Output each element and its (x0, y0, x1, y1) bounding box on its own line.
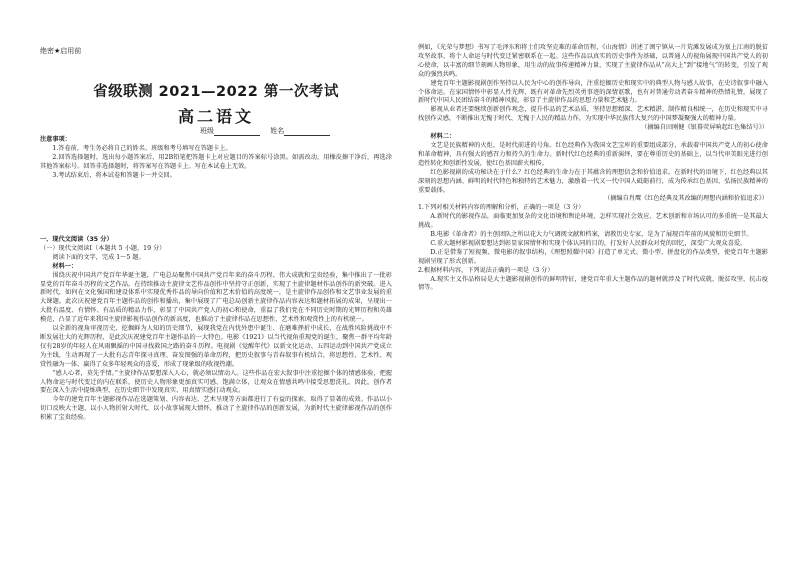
material1-label: 材料一： (52, 262, 78, 270)
paragraph: 例如，《光荣与梦想》书写了毛泽东和将士们攻坚克难的革命历程，《山海情》讲述了闽宁镇从一片荒滩发展成为塞上江南的脱贫攻坚故事，将个人命运与时代变迁紧密联系在一起。这些作品以真实的历史事件为基础，以普通人的视角展现中国共产党人的初心使命，以丰富的细节刻画人物形象，用生动的故事传递精神力量，实现了主旋律作品从“高大上”到“接地气”的转变，引发了观众的强烈共鸣。 (418, 44, 768, 78)
option-a: A.新时代的影视作品，面临更加复杂的文化语境和舆论环境，怎样实现社会效应、艺术创新和市场认可的多重统一是其最大挑战。 (418, 213, 768, 230)
option-d: D.正是借鉴了短视频、微电影的叙事结构，《理想照耀中国》打造了单元式、微小型、拼盘化的作品类型，使党百年主题影视剧呈现了形式创新。 (418, 248, 768, 265)
source-citation: （摘编自肖鹰《红色经典及其改编的理想内涵和价值追求》） (604, 195, 768, 203)
section1-instruction: 阅读下面的文字，完成 1～5 题。 (52, 253, 145, 261)
section1-block (40, 236, 392, 423)
paragraph: 今年的建党百年主题影视作品在选题策划、内容表达、艺术呈现等方面都进行了有益的探索，取得了显著的成效。作品以小切口反映大主题、以小人物折射大时代、以小故事展现大情怀，推动了主旋律作品的创新发展，为新时代主旋律影视作品的创作积累了宝贵经验。 (40, 396, 392, 422)
class-name-line (200, 126, 338, 136)
subject-title: 高二语文 (177, 107, 254, 126)
section1-heading: 一、现代文阅读（35 分） (40, 236, 113, 243)
note-item: 3.考试结束后，将本试卷和答题卡一并交回。 (52, 171, 176, 179)
class-label: 班级 (200, 127, 214, 135)
name-label: 姓名 (270, 127, 285, 135)
option-a: A.现实主义作品格局是大主题影视剧创作的鲜明特征，建党百年重大主题作品的题材就涉及了时代成就、脱贫攻坚、抗击疫情等。 (418, 275, 768, 292)
section1-sub: （一）现代文阅读Ⅰ（本题共 5 小题，19 分） (40, 244, 166, 252)
material2-label: 材料二： (430, 133, 456, 141)
left-column (40, 0, 392, 562)
notes-heading: 注意事项： (40, 136, 71, 143)
paragraph: 影视从业者还要继续创新创作观念，提升作品的艺术品质，坚持思想精深、艺术精湛、制作精良相统一，在历史和现实中寻找创作灵感，不断推出无愧于时代、无愧于人民的精品力作，为实现中华民族伟大复兴的中国梦凝聚强大的精神力量。 (418, 106, 768, 123)
note-item: 2.回答选择题时，选出每小题答案后，用2B铅笔把答题卡上对应题目的答案标号涂黑。如需改动，用橡皮擦干净后，再选涂其他答案标号。回答非选择题时，将答案写在答题卡上。写在本试卷上无效。 (40, 153, 392, 170)
paragraph: 以全新的视角审视历史，挖掘鲜为人知的历史细节，展现我党在内忧外患中诞生、在磨难挫折中成长、在战胜风险挑战中不断发展壮大的光辉历程，是此次庆祝建党百年主题作品的一大特色。电影《1921》以当代视角重现党的诞生，聚焦一群平均年龄仅有28岁的年轻人在风雨飘摇的中国寻找救国之路的奋斗历程。电视剧《觉醒年代》以新文化运动、五四运动到中国共产党成立为主线，生动再现了一大批有志青年探寻真理、奋发图强的革命历程，把历史叙事与青春叙事有机结合，将思想性、艺术性、观赏性融为一体，赢得了众多年轻观众的喜爱，形成了现象级的收视热潮。 (40, 325, 392, 368)
right-text-block (418, 44, 768, 293)
paragraph: 红色影视剧的成功秘诀在于什么？红色经典的生命力在于其蕴含的理想信念和价值追求。在新时代的语境下，红色经典以其深刻的思想内涵、鲜明的时代特色和独特的艺术魅力，激励着一代又一代中国人砥砺前行，成为传承红色基因、弘扬民族精神的重要载体。 (418, 168, 768, 194)
note-item: 1.答卷前，考生务必将自己的姓名、班级和考号填写在答题卡上。 (52, 144, 232, 152)
option-b: B.电影《革命者》的主创团队之所以花大力气调阅文献和档案，请教历史专家，是为了展现百年前的风貌和历史细节。 (430, 231, 753, 239)
secret-mark: 绝密★启用前 (40, 47, 82, 55)
class-blank[interactable] (214, 128, 260, 136)
question-2: 2.根据材料内容，下列说法正确的一项是（3 分） (418, 266, 554, 274)
question-1: 1.下列对相关材料内容的理解和分析，正确的一项是（3 分） (418, 204, 585, 212)
notes-block (40, 136, 392, 181)
right-column (418, 0, 768, 562)
exam-title: 省级联测 2021—2022 第一次考试 (93, 84, 339, 100)
paragraph: 建党百年主题影视剧创作坚持以人民为中心的创作导向，注重挖掘历史和现实中的典型人物与感人故事，在史诗叙事中融入个体命运，在家国情怀中彰显人性光辉，既有对革命先烈英勇事迹的深情讴歌，也有对普通劳动者奋斗精神的热情礼赞，展现了新时代中国人民团结奋斗的精神风貌，彰显了主旋律作品的思想力量和艺术魅力。 (418, 79, 768, 105)
option-c: C.重大题材影视剧要想达到彰显家国情怀和实现个体认同的目的，打发好人民群众对党的回忆，深受广大观众喜爱。 (430, 239, 747, 247)
paragraph: 文艺是民族精神的火炬，是时代前进的号角。红色经典作为我国文艺宝库的重要组成部分，承载着中国共产党人的初心使命和革命精神，具有强大的感召力和持久的生命力。新时代红色经典的重新演绎，要在尊重历史的基础上，以当代审美眼光进行创造性转化和创新性发展，使红色基因薪火相传。 (418, 141, 768, 167)
paragraph: 围绕庆祝中国共产党百年华诞主题，广电总局聚焦中国共产党百年来的奋斗历程、伟大成就和宝贵经验，集中推出了一批彰显党的百年奋斗历程的文艺作品，在持续推动主旋律文艺作品创作中坚持守正创新，实现了主旋律题材作品创作的新突破。进入新时代，如何在文化强国和建设体系中实现优秀作品的导向价值和艺术价值的高度统一，是主旋律作品创作和文艺事业发展的重大课题。此次庆祝建党百年主题作品的创作和播出，集中展现了广电总局创新主旋律作品内容表达和题材拓展的成果，呈现出一大批有温度、有情怀、有品质的精品力作，彰显了中国共产党人的初心和使命，重温了我们党在不同历史时期的光辉历程和英雄模范，凸显了近年来我国主旋律影视作品创作的新高度，也推动了主旋律作品在思想性、艺术性和观赏性上的有机统一。 (40, 271, 392, 324)
paragraph: “感人心者，莫先乎情。”主旋律作品要想深入人心，就必须以情动人。这些作品在宏大叙事中注重挖掘个体的情感体验，把握人物命运与时代变迁的内在联系，使历史人物形象更加真实可感、饱满立体，让观众在情感共鸣中接受思想洗礼。因此，创作者要在深入生活中提炼典型，在历史细节中发现真实，用真情实感打动观众。 (40, 369, 392, 395)
source-citation: （摘编自田刚健《银幕荧屏响起红色集结号》） (641, 124, 768, 132)
name-blank[interactable] (284, 128, 330, 136)
